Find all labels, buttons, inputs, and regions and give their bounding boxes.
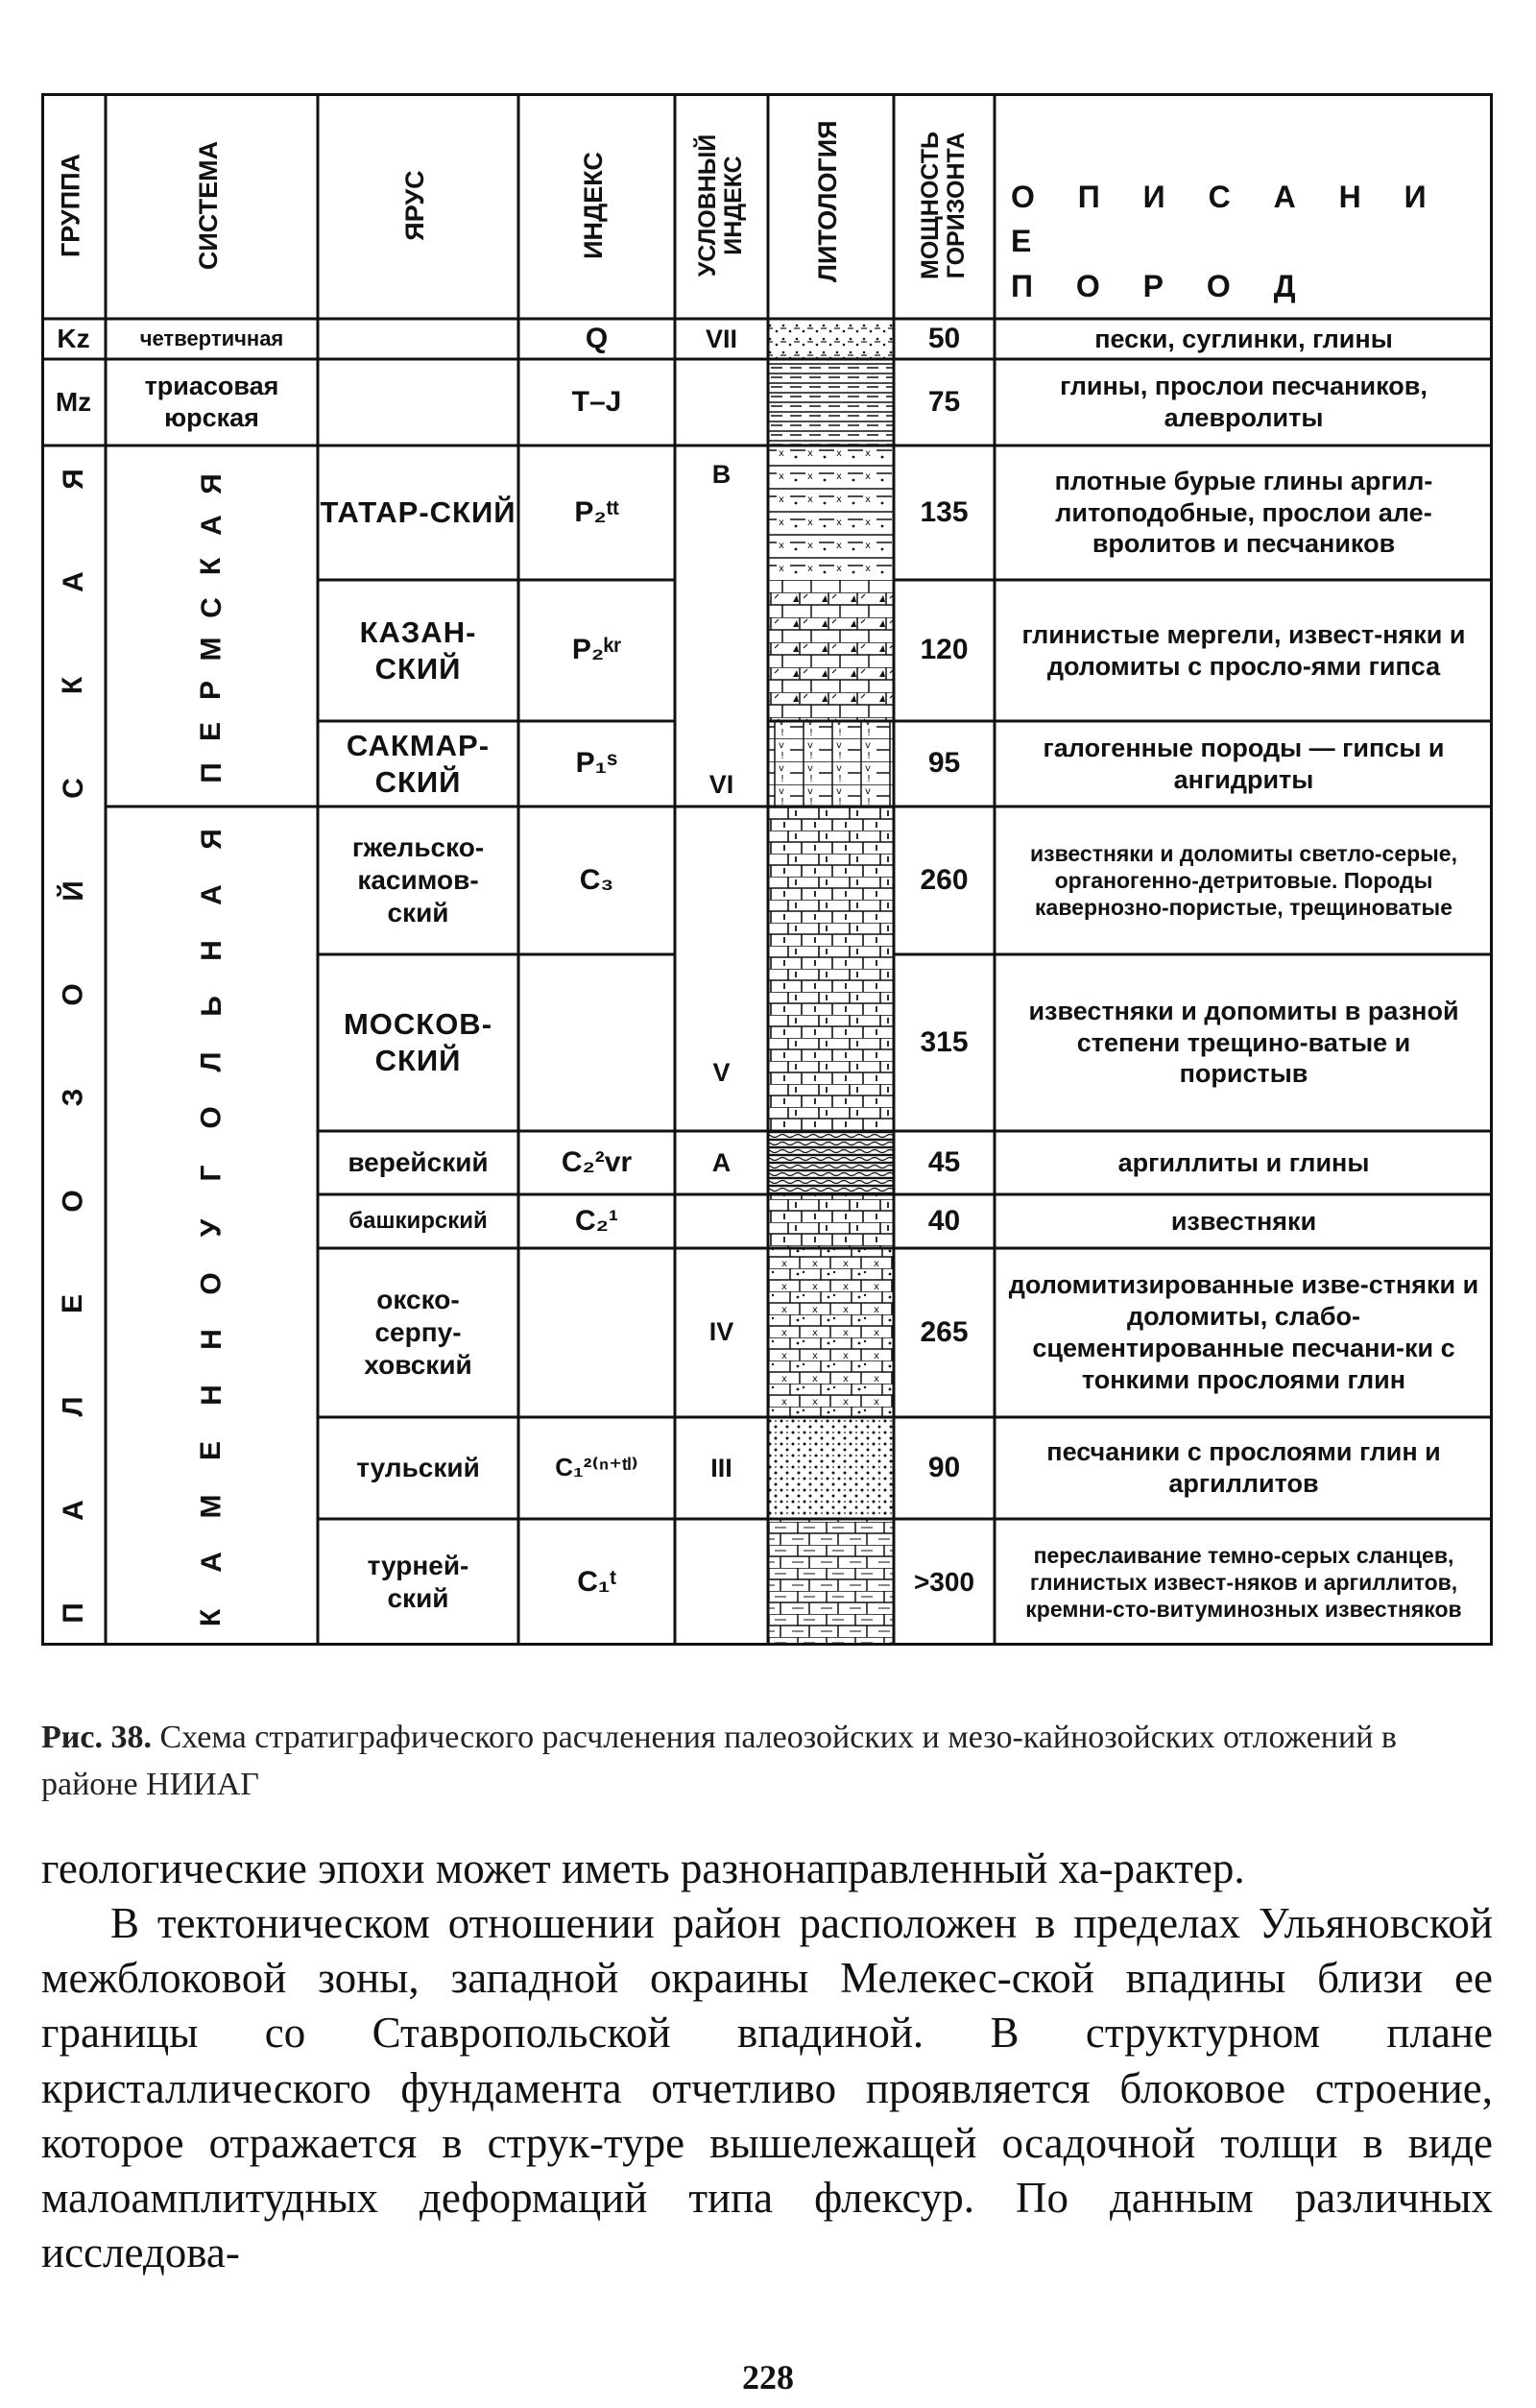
index-q: Q: [585, 322, 609, 354]
header-group: ГРУППА: [56, 153, 85, 258]
desc-moskovsky: известняки и допомиты в разной степени трещино-ватые и пористыв: [1028, 996, 1459, 1089]
stage-tulsky: тульский: [356, 1452, 480, 1482]
system-jura: юрская: [164, 403, 259, 432]
thickness-50: 50: [927, 322, 961, 354]
header-thickness-line2: ГОРИЗОНТА: [943, 132, 970, 279]
carboniferous-letter: А: [195, 1552, 228, 1573]
permian-letter: Е: [195, 721, 228, 742]
group-paleozoic: [41, 463, 106, 1629]
desc-oksko-serpukhovsky: доломитизированные изве-стняки и доломиты, слабо-сцементированные песчани-ки с тонкими прослоями глин: [1008, 1270, 1479, 1394]
carboniferous-letter: А: [195, 884, 228, 905]
header-desc-line2: П О Р О Д: [1011, 268, 1313, 303]
desc-tulsky: песчаники с прослоями глин и аргиллитов: [1046, 1437, 1441, 1498]
desc-bashkirsky: известняки: [1170, 1206, 1317, 1236]
permian-letter: С: [195, 597, 228, 618]
desc-vereisky: аргиллиты и глины: [1117, 1147, 1370, 1177]
permian-letter: Я: [195, 473, 228, 494]
paleozoic-letter: Й: [57, 880, 89, 903]
paleozoic-letter: А: [57, 1499, 89, 1521]
index-bashkirsky: C₂¹: [575, 1204, 618, 1237]
header-lithology: ЛИТОЛОГИЯ: [813, 120, 842, 282]
paragraph-1: геологические эпохи может иметь разнонаправленный ха-рактер.: [41, 1844, 1245, 1892]
thickness-90: 90: [927, 1451, 961, 1483]
cond-a: А: [711, 1147, 732, 1177]
stage-bashkirsky: башкирский: [348, 1208, 488, 1235]
thickness-95: 95: [927, 747, 961, 780]
cond-iii: III: [710, 1453, 732, 1482]
carboniferous-letter: О: [195, 1105, 228, 1129]
paleozoic-letter: Л: [57, 1396, 89, 1417]
paleozoic-letter: С: [57, 778, 89, 799]
thickness-300: >300: [913, 1566, 975, 1597]
paleozoic-letter: Я: [57, 469, 89, 490]
desc-gzhel: известняки и доломиты светло-серые, органогенно-детритовые. Породы кавернозно-пористые, трещиноватые: [1030, 840, 1457, 921]
desc-tatarsky: плотные бурые глины аргил-литоподобные, прослои але-вролитов и песчаников: [1054, 466, 1433, 559]
carboniferous-letter: Я: [195, 829, 228, 850]
carboniferous-letter: К: [195, 1608, 228, 1627]
index-turneisky: C₁ᵗ: [577, 1565, 616, 1598]
thickness-135: 135: [920, 495, 969, 528]
system-trias-jura: [106, 359, 318, 445]
system-quaternary: четвертичная: [139, 325, 284, 350]
thickness-315: 315: [920, 1025, 969, 1058]
header-system: СИСТЕМА: [194, 140, 223, 271]
cond-v: V: [712, 1057, 731, 1087]
stage-oksko-serpukhovsky: окско-серпу-ховский: [364, 1284, 472, 1381]
permian-letter: Р: [195, 680, 228, 701]
group-kz: Kz: [57, 323, 90, 353]
caption-text: Схема стратиграфического расчленения палеозойских и мезо-кайнозойских отложений в районе НИИАГ: [41, 1720, 1397, 1803]
carboniferous-letter: Г: [195, 1165, 228, 1182]
carboniferous-letter: Е: [195, 1441, 228, 1461]
header-desc-line1: О П И С А Н И Е: [1011, 180, 1444, 259]
stage-tatarsky: ТАТАР-СКИЙ: [320, 495, 516, 530]
index-tatarsky: P₂ᵗᵗ: [574, 495, 619, 528]
carboniferous-letter: М: [195, 1494, 228, 1519]
permian-letter: П: [195, 762, 228, 783]
header-cond-line1: УСЛОВНЫЙ: [693, 133, 721, 277]
caption-label: Рис. 38.: [41, 1720, 152, 1755]
thickness-45: 45: [927, 1145, 961, 1178]
header-description: [1011, 175, 1481, 308]
header-thickness-line1: МОЩНОСТЬ: [916, 132, 944, 279]
system-permian: [106, 468, 318, 789]
stage-gzhelsko-kasimovsky: гжельско-касимов-ский: [351, 831, 485, 928]
index-tulsky: C₁²⁽ⁿ⁺ᵗˡ⁾: [555, 1453, 638, 1482]
header-cond-line2: ИНДЕКС: [720, 156, 747, 255]
paleozoic-letter: К: [57, 676, 89, 694]
paleozoic-letter: П: [57, 1602, 89, 1624]
group-mz: Mz: [55, 386, 92, 417]
permian-letter: А: [195, 515, 228, 536]
desc-quaternary: пески, суглинки, глины: [1094, 324, 1393, 353]
header-index: ИНДЕКС: [579, 152, 608, 259]
desc-turneisky: переслаивание темно-серых сланцев, глинистых извест-няков и аргиллитов, кремни-сто-витуминозных известняков: [1025, 1542, 1462, 1623]
thickness-265: 265: [920, 1315, 969, 1348]
index-vereisky: C₂²vr: [561, 1145, 633, 1178]
thickness-40: 40: [927, 1204, 961, 1237]
stage-moskovsky: МОСКОВ-СКИЙ: [343, 1007, 493, 1077]
carboniferous-letter: Л: [195, 1051, 228, 1072]
carboniferous-letter: Ь: [195, 995, 228, 1017]
stage-kazansky: КАЗАН-СКИЙ: [359, 614, 477, 686]
cond-b: В: [711, 459, 732, 489]
system-trias: триасовая: [144, 372, 279, 401]
cond-vi: VI: [708, 769, 734, 799]
carboniferous-letter: Н: [195, 1385, 228, 1407]
index-sakmarsky: P₁ˢ: [575, 747, 618, 780]
stage-turneisky: турней-ский: [367, 1550, 469, 1613]
page-number: 228: [742, 2358, 794, 2396]
header-stage: ЯРУС: [400, 170, 429, 241]
stage-sakmarsky: САКМАР-СКИЙ: [346, 728, 491, 799]
header-conditional-index: [690, 129, 752, 282]
lithology-column: [768, 319, 894, 1646]
desc-kazansky: глинистые мергели, извест-няки и доломиты с просло-ями гипса: [1021, 619, 1466, 681]
permian-letter: М: [195, 637, 228, 662]
cond-vii: VII: [705, 324, 737, 353]
index-kazansky: P₂ᵏʳ: [571, 634, 622, 666]
cond-iv: IV: [708, 1316, 734, 1346]
paleozoic-letter: З: [57, 1088, 89, 1107]
stage-vereisky: верейский: [348, 1146, 489, 1177]
desc-sakmarsky: галогенные породы — гипсы и ангидриты: [1043, 733, 1445, 794]
permian-letter: К: [195, 557, 228, 576]
paragraph-2: В тектоническом отношении район расположен в пределах Ульяновской межблоковой зоны, западной окраины Мелекес-ской впадины близи ее границы со Ставропольской впадиной. В структурном плане кристаллического фундамента отчетливо проявляется блоковое строение, которое отражается в струк-туре вышележащей осадочной толщи в виде малоамплитудных деформаций типа флексур. По данным различных исследова-: [41, 1899, 1493, 2276]
paleozoic-letter: О: [57, 1189, 89, 1213]
desc-trias-jura: глины, прослои песчаников, алевролиты: [1060, 372, 1428, 432]
header-thickness: [913, 129, 974, 282]
carboniferous-letter: Н: [195, 940, 228, 961]
thickness-260: 260: [920, 863, 969, 896]
index-t-j: T–J: [571, 385, 622, 418]
carboniferous-letter: О: [195, 1272, 228, 1296]
paleozoic-letter: О: [57, 983, 89, 1006]
paleozoic-letter: А: [57, 571, 89, 593]
index-gzhel: C₃: [579, 863, 614, 896]
carboniferous-letter: Н: [195, 1329, 228, 1351]
thickness-75: 75: [927, 385, 961, 418]
paleozoic-letter: Е: [57, 1293, 89, 1313]
system-carboniferous: [106, 823, 318, 1634]
thickness-120: 120: [920, 634, 969, 666]
body-text: [41, 1842, 1493, 2280]
stratigraphic-table: [41, 93, 1493, 1646]
figure-caption: [41, 1714, 1493, 1809]
carboniferous-letter: У: [195, 1219, 228, 1238]
